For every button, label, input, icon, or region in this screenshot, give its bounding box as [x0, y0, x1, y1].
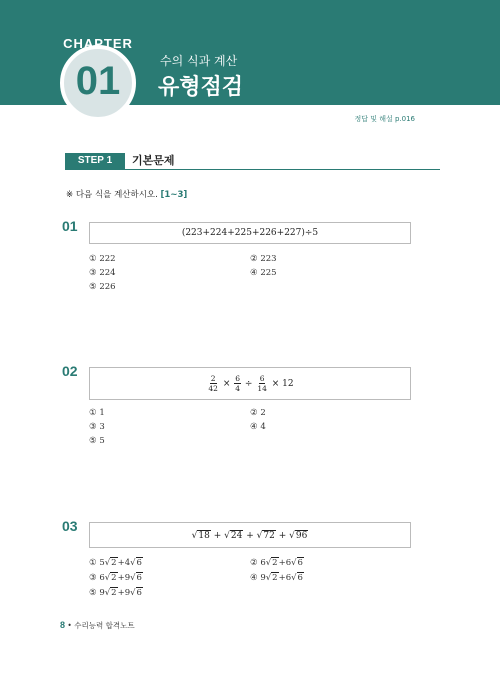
answer-option[interactable]: ② 223	[250, 254, 277, 264]
step-label: 기본문제	[132, 154, 175, 167]
answer-reference: 정답 및 해설 p.016	[354, 115, 415, 123]
chapter-subtitle: 수의 식과 계산	[160, 54, 238, 68]
instruction-range: [1~3]	[160, 190, 188, 200]
answer-option[interactable]: ⑤ 5	[89, 436, 105, 446]
chapter-word: CHAPTER	[63, 36, 133, 51]
page-title: 유형점검	[158, 75, 244, 100]
instruction	[66, 188, 187, 200]
step-heading	[60, 150, 440, 170]
answer-option[interactable]: ② 6√2+6√6	[250, 558, 303, 568]
question-number: 01	[62, 218, 78, 234]
answer-option[interactable]: ③ 6√2+9√6	[89, 573, 142, 583]
question-expression-box	[89, 522, 411, 548]
answer-option[interactable]: ③ 3	[89, 422, 105, 432]
question-expression: √18 + √24 + √72 + √96	[191, 530, 308, 541]
page-footer	[60, 620, 135, 631]
question-expression: (223+224+225+226+227)÷5	[181, 228, 319, 238]
answer-option[interactable]: ⑤ 9√2+9√6	[89, 588, 142, 598]
square-root: √72	[256, 530, 275, 541]
instruction-text: ※ 다음 식을 계산하시오.	[66, 190, 158, 200]
answer-option[interactable]: ① 5√2+4√6	[89, 558, 142, 568]
answer-option[interactable]: ⑤ 226	[89, 282, 116, 292]
answer-option[interactable]: ④ 225	[250, 268, 277, 278]
step-underline	[65, 169, 440, 170]
fraction: $\frac{6}{14}$	[257, 374, 267, 393]
answer-option[interactable]: ③ 224	[89, 268, 116, 278]
square-root: √18	[191, 530, 210, 541]
answer-option[interactable]: ① 1	[89, 408, 105, 418]
chapter-number: 01	[75, 59, 121, 103]
question-expression-box	[89, 222, 411, 244]
fraction: $\frac{2}{42}$	[208, 374, 218, 393]
question-expression-box	[89, 367, 411, 400]
square-root: √24	[224, 530, 243, 541]
page-number: 8	[60, 620, 66, 630]
answer-option[interactable]: ④ 9√2+6√6	[250, 573, 303, 583]
square-root: √96	[289, 530, 308, 541]
answer-option[interactable]: ④ 4	[250, 422, 266, 432]
question-number: 02	[62, 363, 78, 379]
answer-option[interactable]: ② 2	[250, 408, 266, 418]
answer-option[interactable]: ① 222	[89, 254, 116, 264]
fraction: $\frac{6}{4}$	[235, 374, 241, 393]
book-title: 수리능력 합격노트	[74, 621, 135, 630]
question-expression: $\frac{2}{42}$ × $\frac{6}{4}$ ÷ $\frac{6}{14}$ × 12	[208, 374, 294, 393]
footer-bullet: •	[67, 621, 72, 630]
question-number: 03	[62, 518, 78, 534]
step-badge: STEP 1	[65, 153, 125, 169]
